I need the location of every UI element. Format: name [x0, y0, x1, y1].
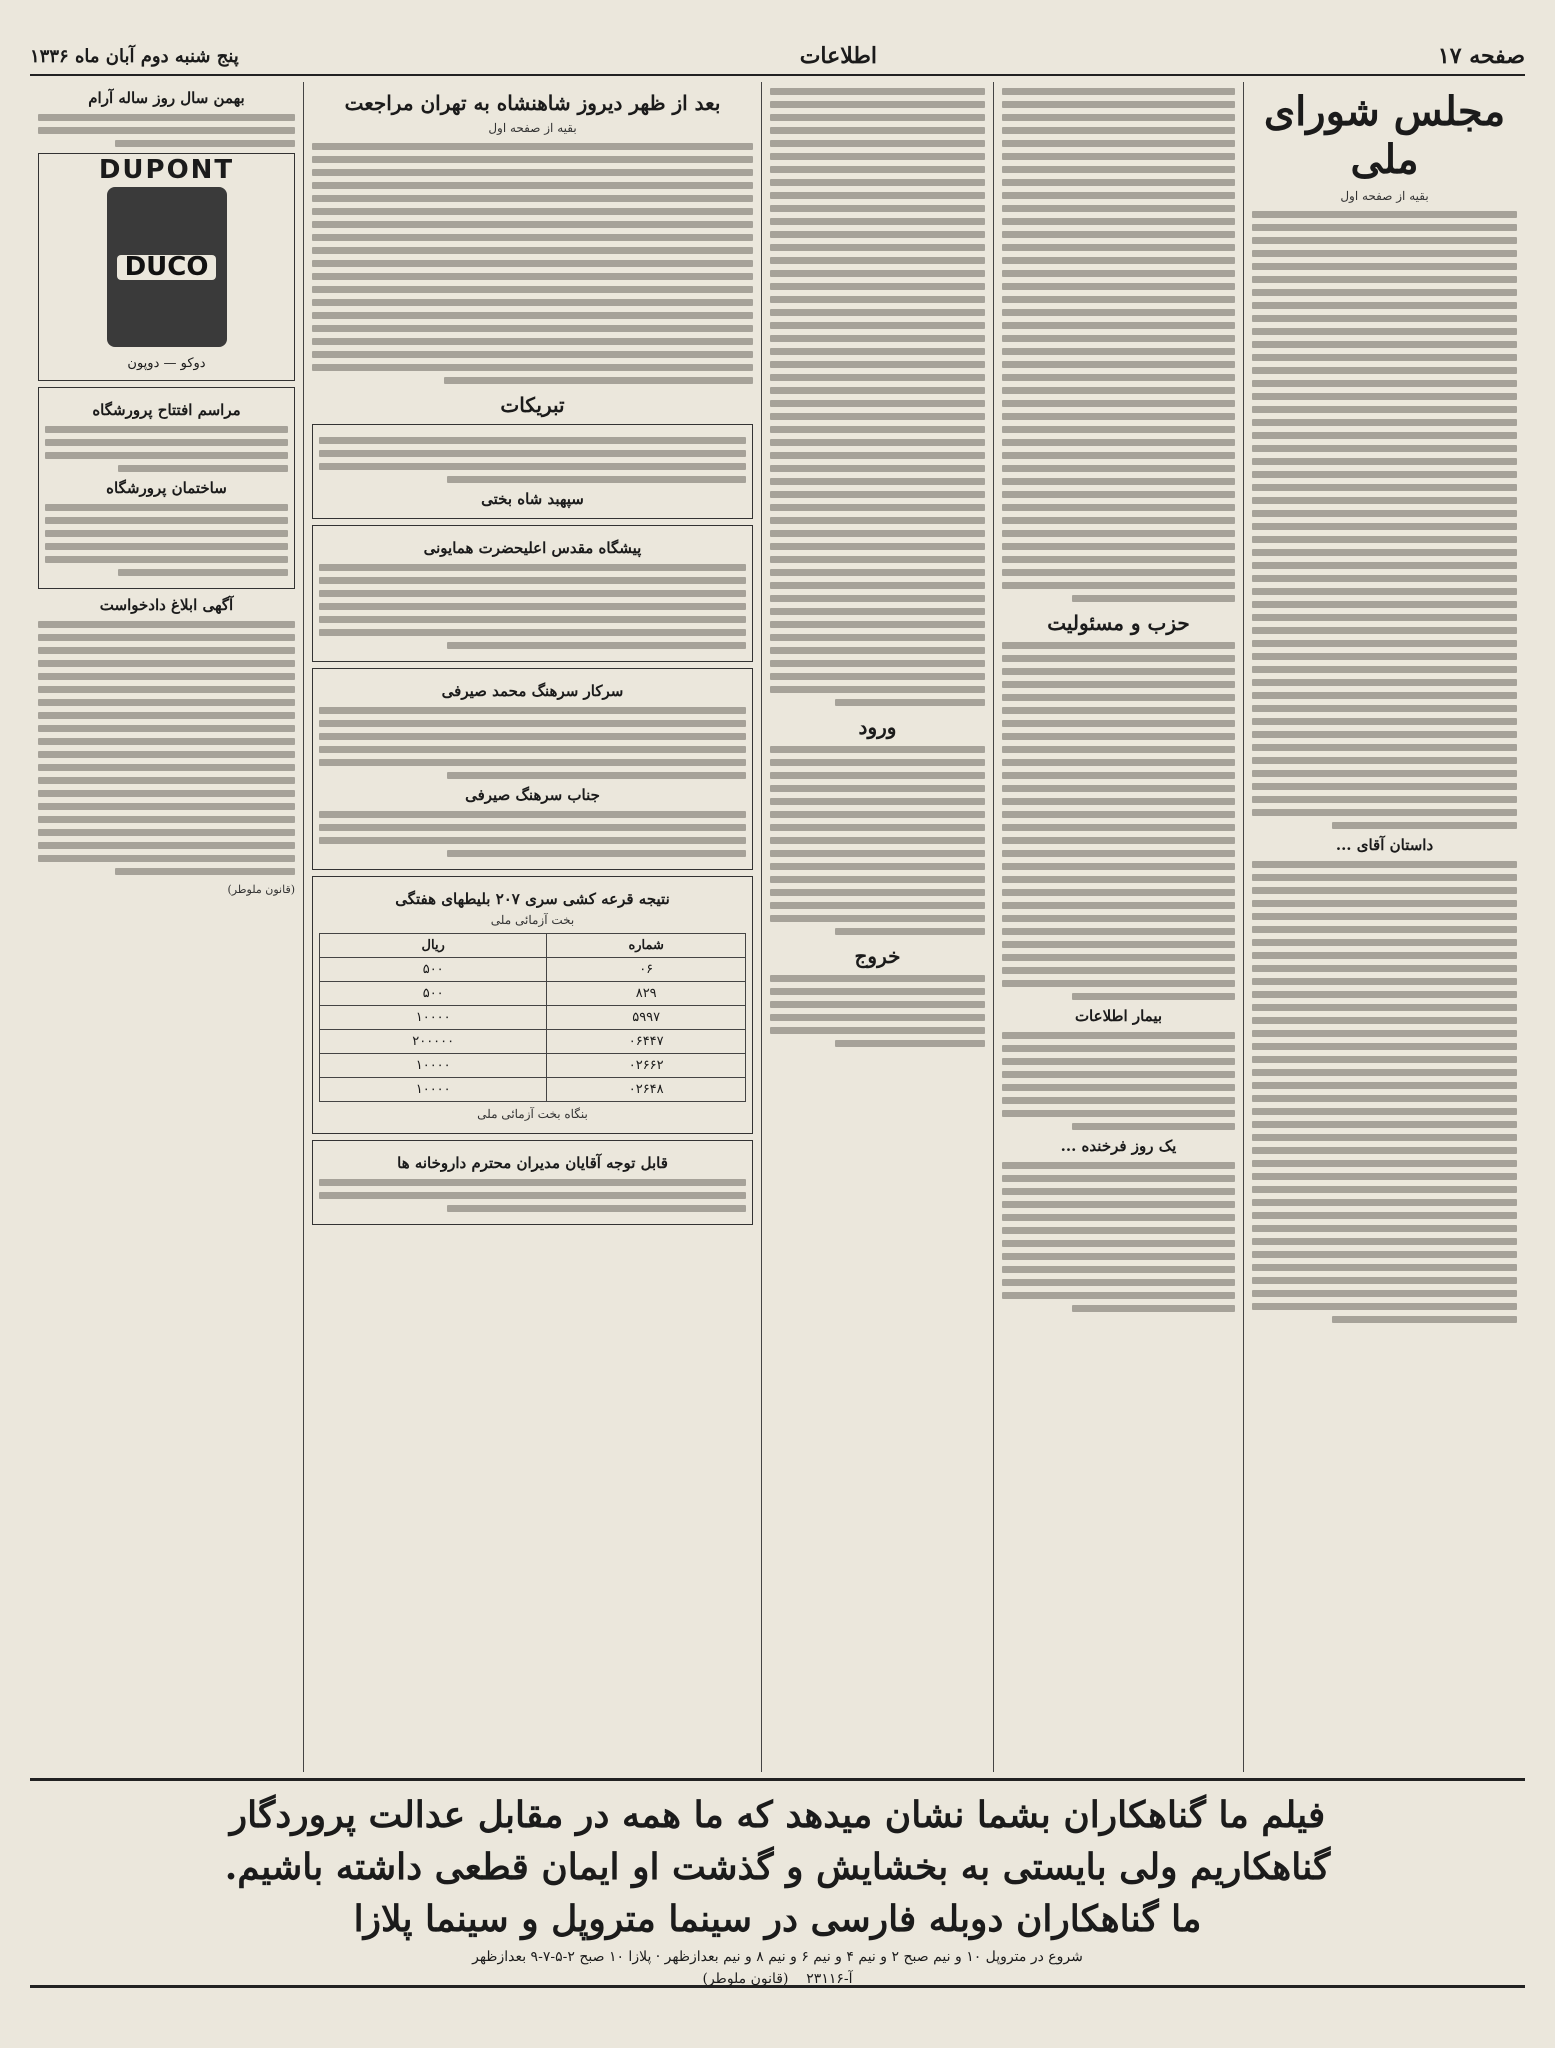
table-cell: ۵۰۰ [320, 982, 547, 1006]
table-row [320, 958, 746, 982]
table-cell: ۱۰۰۰۰ [320, 1006, 547, 1030]
notice-shah-bakhti [312, 424, 753, 519]
shah-byline: بقیه از صفحه اول [488, 121, 577, 135]
ceremony-title: مراسم افتتاح پرورشگاه [92, 401, 241, 419]
table-cell: ۸۲۹ [547, 982, 746, 1006]
table-row [320, 1078, 746, 1102]
ad-product: DUCO [117, 255, 217, 280]
lottery-header-number: شماره [547, 934, 746, 958]
notice-royal [312, 525, 753, 662]
notice-sirfi2-title: جناب سرهنگ صیرفی [465, 786, 600, 804]
table-cell: ۰۶۴۴۷ [547, 1030, 746, 1054]
majles-body [1252, 211, 1517, 829]
lottery-title: نتیجه قرعه کشی سری ۲۰۷ بلیطهای هفتگی [395, 890, 670, 908]
table-row [320, 982, 746, 1006]
ad-caption: دوکو — دوپون [127, 356, 206, 371]
table-cell: ۰۲۶۴۸ [547, 1078, 746, 1102]
pharmacy-notice-title: قابل توجه آقایان مدیران محترم داروخانه ها [397, 1154, 668, 1172]
lottery-table [319, 933, 746, 1102]
issue-date: پنج شنبه دوم آبان ماه ۱۳۳۶ [30, 45, 239, 67]
banner-meta [30, 1969, 1525, 1989]
column-ads [30, 82, 303, 1772]
table-cell: ۱۰۰۰۰ [320, 1054, 547, 1078]
table-cell: ۵۰۰ [320, 958, 547, 982]
table-cell: ۰۲۶۶۲ [547, 1054, 746, 1078]
banner-showtimes: شروع در متروپل ۱۰ و نیم صبح ۲ و نیم ۴ و نیم ۶ و نیم ۸ و نیم بعدازظهر · پلازا ۱۰ صبح ۲-۵-۷-۹ بعدازظهر [472, 1949, 1083, 1965]
table-row [320, 1054, 746, 1078]
building-title: ساختمان پرورشگاه [106, 479, 227, 497]
banner-line-2: گناهکاریم ولی بایستی به بخشایش و گذشت او ایمان قطعی داشته باشیم. [224, 1846, 1331, 1888]
column-majles [1243, 82, 1525, 1772]
lottery-header-amount: ریال [320, 934, 547, 958]
summons-title: آگهی ابلاغ دادخواست [99, 596, 234, 614]
paint-can-icon [107, 187, 227, 347]
lottery-footer: بنگاه بخت آزمائی ملی [477, 1107, 588, 1121]
dupont-ad [38, 153, 295, 381]
fresh-headline: یک روز فرخنده ... [1060, 1137, 1177, 1155]
exit-headline: خروج [854, 944, 901, 968]
cinema-banner-ad [30, 1778, 1525, 1988]
notice-name: سپهبد شاه بختی [481, 490, 584, 508]
majles-byline: بقیه از صفحه اول [1340, 189, 1429, 203]
notice-sirfi [312, 668, 753, 870]
table-row [320, 1006, 746, 1030]
table-cell: ۱۰۰۰۰ [320, 1078, 547, 1102]
health-headline: بیمار اطلاعات [1074, 1007, 1163, 1025]
party-headline: حزب و مسئولیت [1047, 611, 1190, 635]
page-number: صفحه ۱۷ [1437, 43, 1525, 69]
banner-line-3: ما گناهکاران دوبله فارسی در سینما متروپل و سینما پلازا [353, 1898, 1202, 1940]
ads-tag: (قانون ملوطر) [227, 883, 295, 896]
congrats-headline: تبریکات [500, 393, 565, 417]
lottery-box [312, 876, 753, 1134]
entry-headline: ورود [858, 715, 897, 739]
ad-brand: DUPONT [98, 155, 235, 185]
columns [30, 82, 1525, 1772]
masthead [30, 38, 1525, 76]
banner-law: (قانون ملوطر) [702, 1971, 789, 1987]
notice-sirfi-title: سرکار سرهنگ محمد صیرفی [441, 682, 624, 700]
table-cell: ۲۰۰۰۰۰ [320, 1030, 547, 1054]
table-cell: ۰۶ [547, 958, 746, 982]
rest-title: بهمن سال روز ساله آرام [88, 89, 245, 107]
column-entry-exit [761, 82, 993, 1772]
ceremony-box [38, 387, 295, 589]
majles-headline: مجلس شورای ملی [1263, 88, 1506, 183]
majles-subhead-story: داستان آقای ... [1335, 836, 1434, 854]
banner-line-1: فیلم ما گناهکاران بشما نشان میدهد که ما همه در مقابل عدالت پروردگار [229, 1794, 1326, 1836]
lottery-subtitle: بخت آزمائی ملی [490, 913, 575, 927]
table-cell: ۵۹۹۷ [547, 1006, 746, 1030]
column-shah-return [303, 82, 761, 1772]
pharmacy-notice [312, 1140, 753, 1225]
paper-name: اطلاعات [799, 43, 877, 69]
notice-royal-title: پیشگاه مقدس اعلیحضرت همایونی [423, 539, 642, 557]
banner-ad-number: آ-۲۳۱۱۶ [806, 1971, 853, 1987]
table-row [320, 1030, 746, 1054]
column-middle-news [993, 82, 1243, 1772]
shah-headline: بعد از ظهر دیروز شاهنشاه به تهران مراجعت [344, 91, 721, 115]
